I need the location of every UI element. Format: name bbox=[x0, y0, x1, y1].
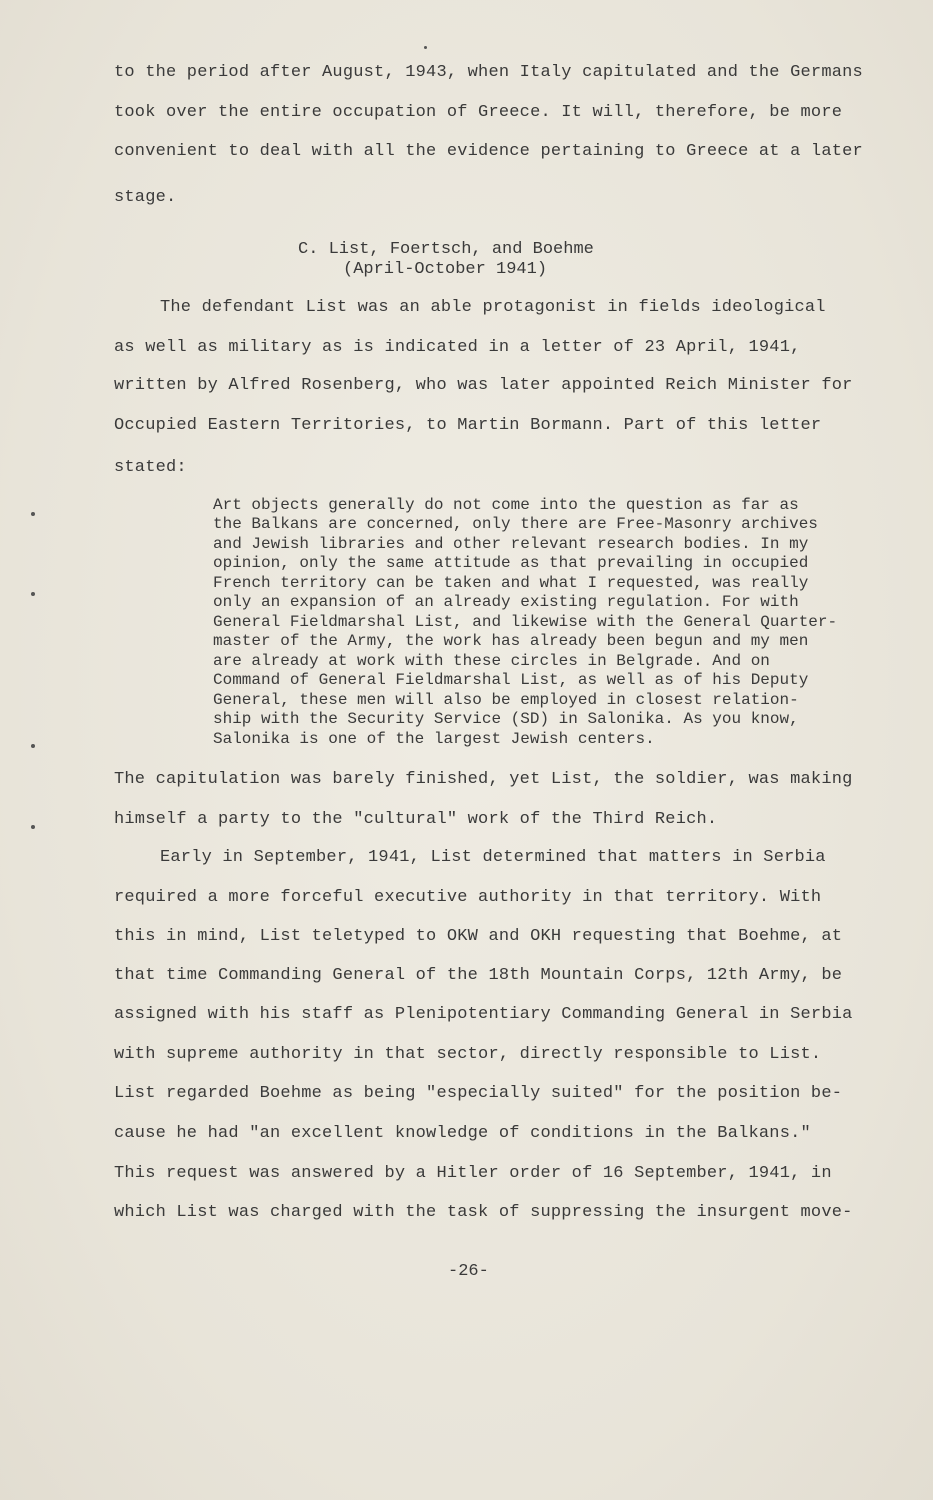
paragraph-line: Occupied Eastern Territories, to Martin Bormann. Part of this letter bbox=[114, 416, 822, 435]
quote-line: are already at work with these circles in Belgrade. And on bbox=[213, 652, 770, 670]
section-title: C. List, Foertsch, and Boehme bbox=[298, 240, 594, 259]
paragraph-line: The defendant List was an able protagonist in fields ideological bbox=[160, 298, 826, 317]
page-speck bbox=[424, 46, 427, 49]
intro-line: stage. bbox=[114, 188, 177, 207]
paragraph-line: that time Commanding General of the 18th Mountain Corps, 12th Army, be bbox=[114, 966, 843, 985]
quote-line: General, these men will also be employed in closest relation- bbox=[213, 691, 799, 709]
margin-mark bbox=[31, 512, 35, 516]
quote-line: the Balkans are concerned, only there are Free-Masonry archives bbox=[213, 515, 818, 533]
paragraph-line: assigned with his staff as Plenipotentiary Commanding General in Serbia bbox=[114, 1005, 853, 1024]
paragraph-line: The capitulation was barely finished, yet List, the soldier, was making bbox=[114, 770, 853, 789]
quote-line: Art objects generally do not come into the question as far as bbox=[213, 496, 799, 514]
paragraph-line: required a more forceful executive authority in that territory. With bbox=[114, 888, 822, 907]
quote-line: and Jewish libraries and other relevant research bodies. In my bbox=[213, 535, 809, 553]
paragraph-line: cause he had "an excellent knowledge of conditions in the Balkans." bbox=[114, 1124, 811, 1143]
paragraph-line: which List was charged with the task of suppressing the insurgent move- bbox=[114, 1203, 853, 1222]
quote-line: Salonika is one of the largest Jewish centers. bbox=[213, 730, 655, 748]
paragraph-line: List regarded Boehme as being "especially suited" for the position be- bbox=[114, 1084, 843, 1103]
intro-line: took over the entire occupation of Greece. It will, therefore, be more bbox=[114, 103, 843, 122]
quote-line: General Fieldmarshal List, and likewise with the General Quarter- bbox=[213, 613, 838, 631]
quote-line: French territory can be taken and what I requested, was really bbox=[213, 574, 809, 592]
margin-mark bbox=[31, 592, 35, 596]
intro-line: convenient to deal with all the evidence pertaining to Greece at a later bbox=[114, 142, 863, 161]
paragraph-line: this in mind, List teletyped to OKW and OKH requesting that Boehme, at bbox=[114, 927, 843, 946]
paragraph-line: This request was answered by a Hitler order of 16 September, 1941, in bbox=[114, 1164, 832, 1183]
paragraph-line: himself a party to the "cultural" work of the Third Reich. bbox=[114, 810, 718, 829]
quote-line: master of the Army, the work has already been begun and my men bbox=[213, 632, 809, 650]
quote-line: only an expansion of an already existing regulation. For with bbox=[213, 593, 799, 611]
paragraph-line: written by Alfred Rosenberg, who was later appointed Reich Minister for bbox=[114, 376, 853, 395]
quote-line: ship with the Security Service (SD) in Salonika. As you know, bbox=[213, 710, 799, 728]
section-subtitle: (April-October 1941) bbox=[343, 260, 548, 279]
paragraph-line: Early in September, 1941, List determined that matters in Serbia bbox=[160, 848, 826, 867]
quote-line: opinion, only the same attitude as that prevailing in occupied bbox=[213, 554, 809, 572]
margin-mark bbox=[31, 825, 35, 829]
page-number: -26- bbox=[448, 1262, 489, 1281]
quote-line: Command of General Fieldmarshal List, as well as of his Deputy bbox=[213, 671, 809, 689]
paragraph-line: stated: bbox=[114, 458, 187, 477]
intro-line: to the period after August, 1943, when Italy capitulated and the Germans bbox=[114, 63, 863, 82]
paragraph-line: with supreme authority in that sector, directly responsible to List. bbox=[114, 1045, 822, 1064]
margin-mark bbox=[31, 744, 35, 748]
paragraph-line: as well as military as is indicated in a letter of 23 April, 1941, bbox=[114, 338, 801, 357]
